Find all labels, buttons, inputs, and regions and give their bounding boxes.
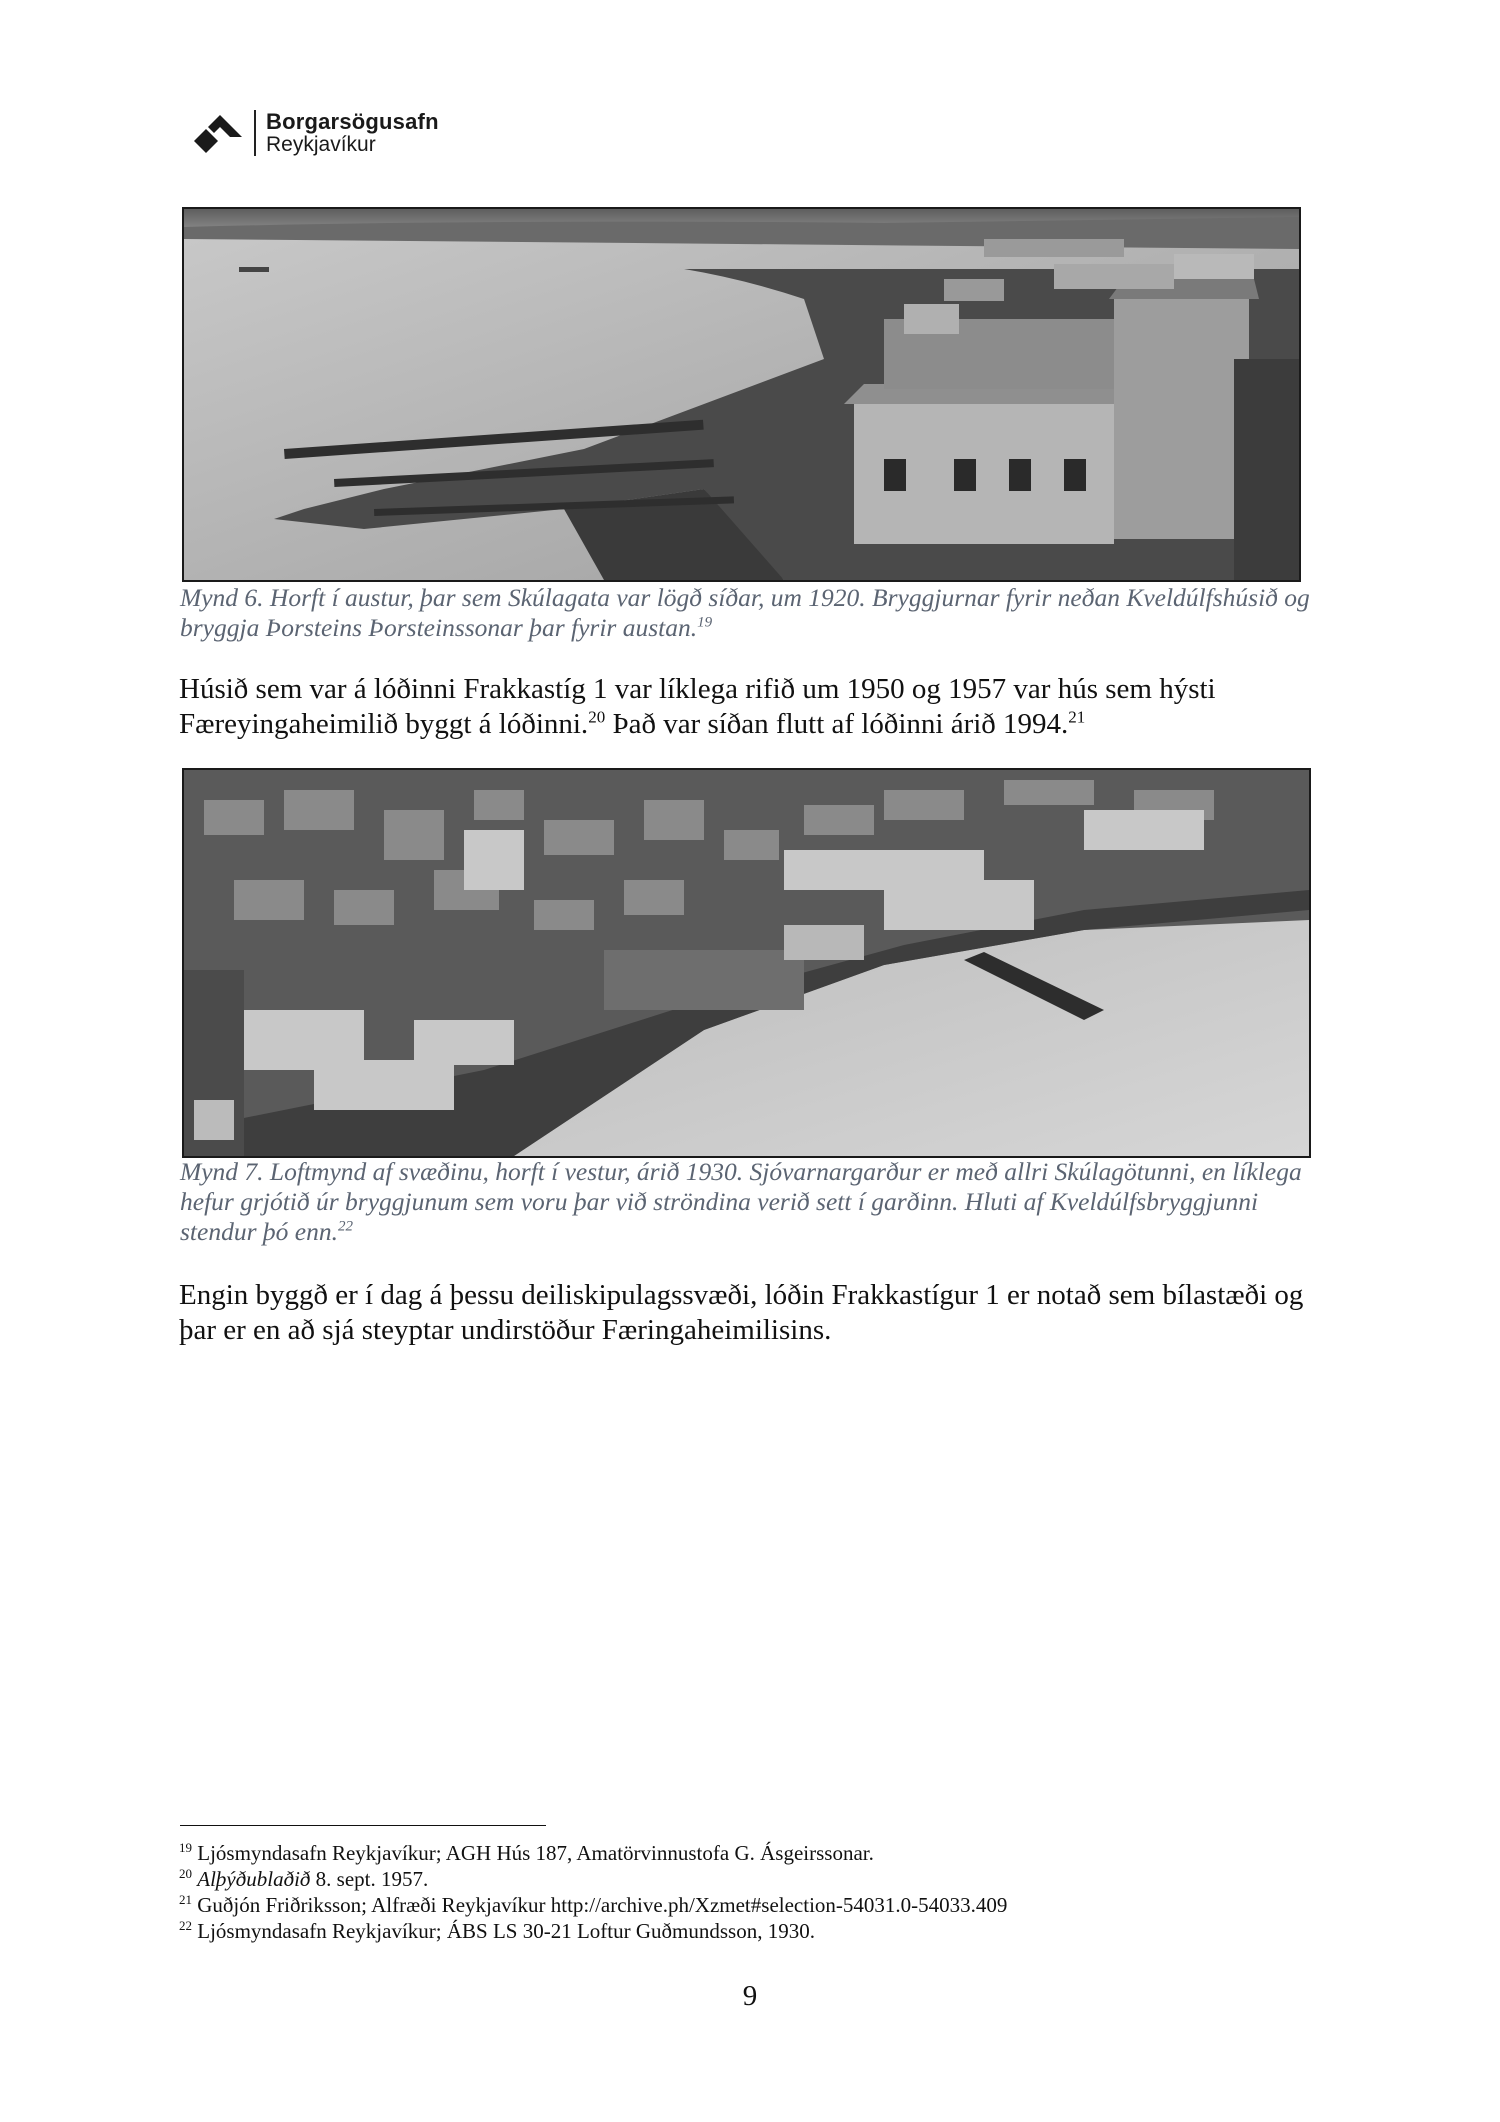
body-paragraph: Engin byggð er í dag á þessu deiliskipulagssvæði, lóðin Frakkastígur 1 er notað sem bílastæði og þar er en að sjá steyptar undirstöður Færingaheimilisins. <box>179 1279 1304 1346</box>
footnotes <box>179 1840 1339 1944</box>
page-number: 9 <box>742 1980 758 2012</box>
museum-logo <box>194 106 439 160</box>
harbour-photo <box>182 207 1301 582</box>
footnote-divider <box>180 1825 546 1826</box>
logo-mark-icon <box>194 111 244 155</box>
aerial-photo <box>182 768 1311 1158</box>
footnote-item: $^{21}$ Guðjón Friðriksson; Alfræði Reykjavíkur http://archive.ph/Xzmet#selection-54031.0-54033.409 <box>179 1892 1008 1917</box>
footnote-item: $^{20}$ Alþýðublaðið 8. sept. 1957. <box>179 1866 429 1891</box>
body-paragraph: Húsið sem var á lóðinni Frakkastíg 1 var líklega rifið um 1950 og 1957 var hús sem hýsti Færeyingaheimilið byggt á lóðinni.$^{20}$ Það var síðan flutt af lóðinni árið 1994.21 <box>179 673 1216 740</box>
footnote-ref: 19 <box>697 614 713 631</box>
footnote-ref: 22 <box>337 1218 353 1235</box>
logo-divider <box>254 110 256 156</box>
logo-city: Reykjavíkur <box>266 132 376 156</box>
footnote-ref: 21 <box>1068 707 1086 727</box>
footnote-item: $^{22}$ Ljósmyndasafn Reykjavíkur; ÁBS LS 30-21 Loftur Guðmundsson, 1930. <box>179 1918 815 1943</box>
footnote-ref: 20 <box>588 707 606 727</box>
figure-caption: Mynd 6. Horft í austur, þar sem Skúlagata var lögð síðar, um 1920. Bryggjurnar fyrir neðan Kveldúlfshúsið og bryggja Þorsteins Þorsteinssonar þar fyrir austan.$^{19}$ <box>180 583 1310 642</box>
footnote-item: $^{19}$ Ljósmyndasafn Reykjavíkur; AGH Hús 187, Amatörvinnustofa G. Ásgeirssonar. <box>179 1840 874 1865</box>
figure-caption: Mynd 7. Loftmynd af svæðinu, horft í vestur, árið 1930. Sjóvarnargarður er með allri Skúlagötunni, en líklega hefur grjótið úr bryggjunum sem voru þar við ströndina verið sett í garðinn. Hluti af Kveldúlfsbryggjunni stendur þó enn.$^{22}$ <box>180 1157 1302 1246</box>
logo-name: Borgarsögusafn <box>266 109 439 135</box>
